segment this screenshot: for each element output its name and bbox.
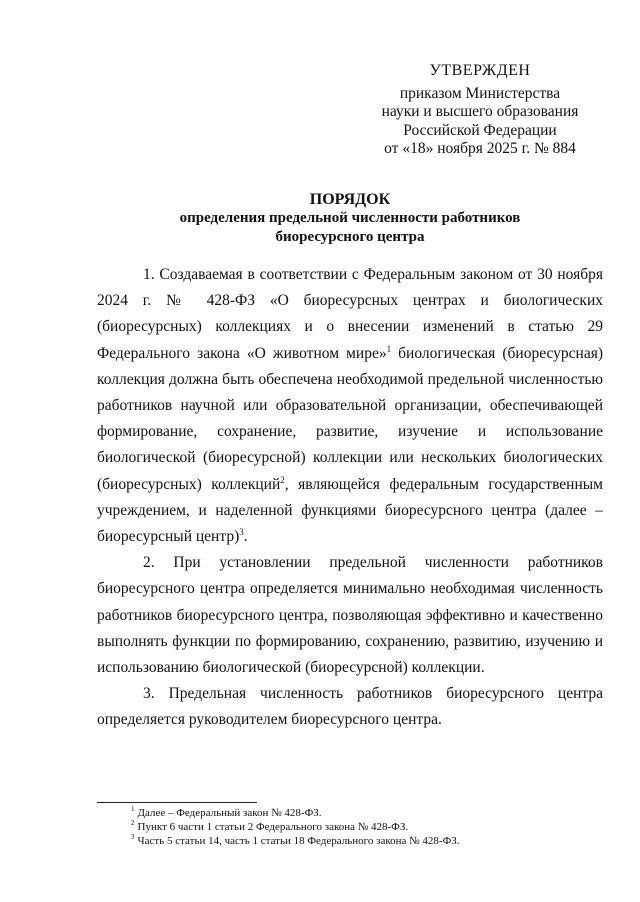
footnote-3-text: Часть 5 статьи 14, часть 1 статьи 18 Федерального закона № 428-ФЗ.	[137, 835, 460, 847]
footnote-3	[131, 834, 601, 848]
title-line-2: определения предельной численности работников	[179, 210, 521, 226]
approval-block	[360, 62, 600, 159]
paragraph-2: 2. При установлении предельной численности работников биоресурсного центра определяется минимально необходимая численность работников биоресурсного центра, позволяющая эффективно и качественно выполнять функции по формированию, сохранению, развитию, изучению и использованию биологической (биоресурсной) коллекции.	[97, 554, 603, 677]
title-line-1: ПОРЯДОК	[309, 191, 391, 208]
document-body	[97, 262, 603, 734]
approval-line-2: науки и высшего образования	[381, 103, 579, 120]
document-title	[97, 190, 603, 247]
approval-line-3: Российской Федерации	[403, 121, 557, 139]
paragraph-3: 3. Предельная численность работников биоресурсного центра определяется руководителем биоресурсного центра.	[97, 685, 603, 729]
approval-line-1: приказом Министерства	[399, 84, 561, 102]
paragraph-1-part-b: биологическая (биоресурсная) коллекция должна быть обеспечена необходимой предельной численностью работников научной или образовательной организации, обеспечивающей формирование, сохранение, развитие, изучение и использование биологической (биоресурсной) коллекции или нескольких биологических (биоресурсных) коллекций	[97, 344, 603, 493]
paragraph-1	[97, 262, 603, 550]
paragraph-1-part-c: , являющейся федеральным государственным учреждением, и наделенной функциями биоресурсного центра (далее – биоресурсный центр)	[97, 475, 603, 546]
footnote-2-mark: 2	[131, 819, 135, 828]
title-line-3: биоресурсного центра	[275, 229, 425, 245]
footnote-2	[131, 820, 601, 834]
footnote-ref-3: 3	[239, 526, 244, 537]
footnote-3-mark: 3	[131, 833, 135, 842]
footnote-separator	[97, 802, 257, 803]
footnote-1-mark: 1	[131, 805, 135, 814]
footnote-1-text: Далее – Федеральный закон № 428-ФЗ.	[137, 807, 322, 819]
approval-heading: УТВЕРЖДЕН	[429, 62, 531, 79]
footnotes	[131, 806, 601, 848]
paragraph-1-part-a: 1. Создаваемая в соответствии с Федеральным законом от 30 ноября 2024 г. № 428-ФЗ «О биоресурсных центрах и биологических (биоресурсных) коллекциях и о внесении изменений в статью 29 Федерального закона «О животном мире»	[97, 266, 603, 362]
footnote-ref-2: 2	[280, 474, 285, 485]
paragraph-1-part-d: .	[243, 528, 248, 546]
footnote-1	[131, 806, 601, 820]
footnote-ref-1: 1	[386, 343, 392, 354]
footnote-2-text: Пункт 6 части 1 статьи 2 Федерального закона № 428-ФЗ.	[137, 821, 409, 833]
approval-line-4: от «18» ноября 2025 г. № 884	[384, 140, 576, 157]
